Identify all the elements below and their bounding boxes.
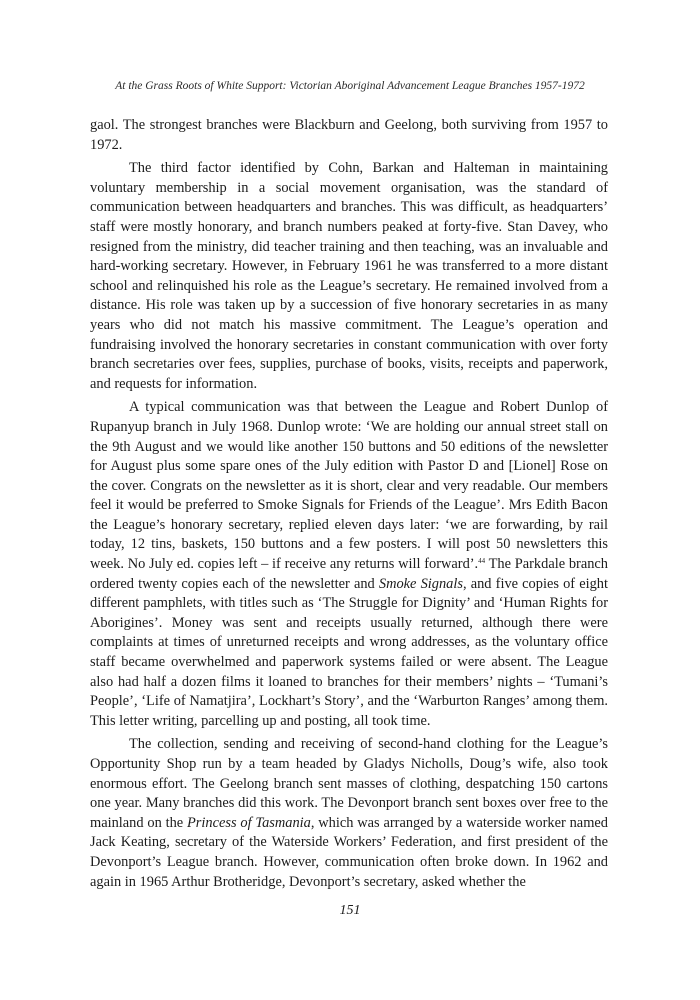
publication-title-smoke-signals: Smoke Signals xyxy=(378,575,463,592)
body-text xyxy=(90,116,608,892)
running-head: At the Grass Roots of White Support: Victorian Aboriginal Advancement League Branches 1957-1972 xyxy=(115,80,585,92)
paragraph-3-text-d: , and five copies of eight different pamphlets, with titles such as ‘The Struggle for Dignity’ and ‘Human Rights for Aborigines’. Money was sent and receipts usually returned, although there were complaints at times of unreturned receipts and wrong addresses, as the voluntary office staff became overwhelmed and paperwork systems failed or were absent. The League also had half a dozen films it loaned to branches for their members’ nights – ‘Tumani’s People’, ‘Life of Namatjira’, Lockhart’s Story’, and the ‘Warburton Ranges’ among them. This letter writing, parcelling up and posting, all took time. xyxy=(90,575,608,729)
page-number: 151 xyxy=(339,903,361,918)
paragraph-3 xyxy=(90,398,608,731)
paragraph-2: The third factor identified by Cohn, Barkan and Halteman in maintaining voluntary membership in a social movement organisation, was the standard of communication between headquarters and branches. This was difficult, as headquarters’ staff were mostly honorary, and branch numbers peaked at forty-five. Stan Davey, who resigned from the ministry, did teacher training and then teaching, was an invaluable and hard-working secretary. However, in February 1961 he was transferred to a more distant school and relinquished his role as the League’s secretary. He remained involved from a distance. His role was taken up by a succession of five honorary secretaries in as many years who did not match his massive commitment. The League’s operation and fundraising involved the honorary secretaries in constant communication with over forty branch secretaries over fees, supplies, purchase of books, visits, receipts and paperwork, and requests for information. xyxy=(90,160,608,392)
paragraph-4-text-a: The collection, sending and receiving of second-hand clothing for the League’s Opportunity Shop run by a team headed by Gladys Nicholls, Doug’s wife, also took enormous effort. The Geelong branch sent masses of clothing, despatching 150 cartons one year. Many branches did this work. The Devonport branch sent boxes over free to the mainland on the xyxy=(90,736,608,831)
paragraph-4-text-c: , which was arranged by a waterside worker named Jack Keating, secretary of the Waterside Workers’ Federation, and first president of the Devonport’s League branch. However, communication often broke down. In 1962 and again in 1965 Arthur Brotheridge, Devonport’s secretary, asked whether the xyxy=(90,814,608,890)
footnote-marker-44[interactable]: 44 xyxy=(478,557,486,566)
paragraph-4 xyxy=(90,735,608,892)
paragraph-1: gaol. The strongest branches were Blackburn and Geelong, both surviving from 1957 to 1972. xyxy=(90,117,608,153)
ship-name-princess-of-tasmania: Princess of Tasmania xyxy=(187,814,311,831)
paragraph-3-text-b: The Parkdale branch ordered twenty copies each of the newsletter and xyxy=(90,556,608,592)
paragraph-3-text-a: A typical communication was that between the League and Robert Dunlop of Rupanyup branch in July 1968. Dunlop wrote: ‘We are holding our annual street stall on the 9th August and we would like another 150 buttons and 50 editions of the newsletter for August plus some spare ones of the July edition with Pastor D and [Lionel] Rose on the cover. Congrats on the newsletter as it is short, clear and very readable. Our members feel it would be preferred to Smoke Signals for Friends of the League’. Mrs Edith Bacon the League’s honorary secretary, replied eleven days later: ‘we are forwarding, by rail today, 12 tins, baskets, 150 buttons and a few posters. I will post 50 newsletters this week. No July ed. copies left – if receive any returns will forward’. xyxy=(90,399,608,573)
